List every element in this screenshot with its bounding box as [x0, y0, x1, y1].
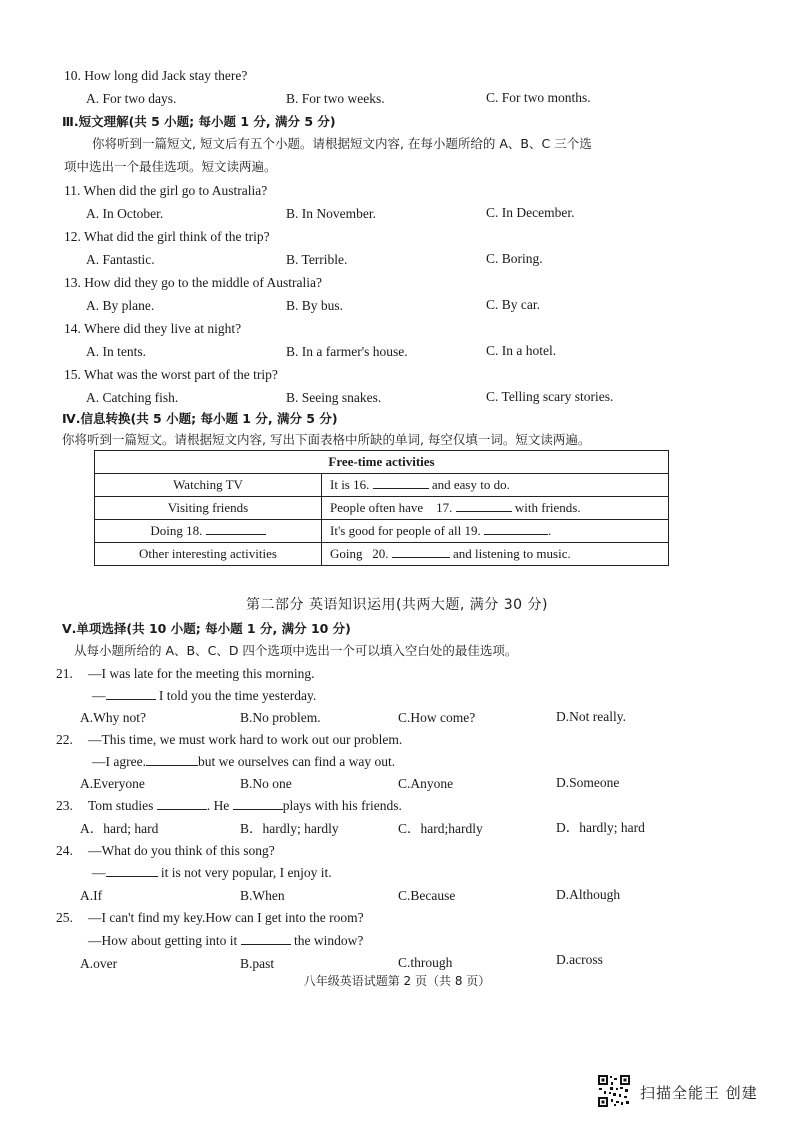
q15-option-c: C. Telling scary stories. [486, 389, 614, 404]
section-3-instruction-line2: 项中选出一个最佳选项。短文读两遍。 [64, 159, 277, 174]
row4-description [322, 543, 669, 566]
table-row [95, 474, 669, 497]
q10-option-a: A. For two days. [86, 91, 177, 106]
q24-line1: —What do you think of this song? [88, 843, 275, 858]
row2-text-b: with friends. [514, 500, 581, 515]
q21-number: 21. [56, 666, 73, 681]
q25-option-a: A.over [80, 956, 118, 971]
blank-17[interactable] [456, 511, 512, 512]
q23-option-d: D．hardly; hard [556, 820, 645, 835]
section-3-title: Ⅲ.短文理解(共 5 小题; 每小题 1 分, 满分 5 分) [62, 114, 336, 129]
q25-line2-post: the window? [294, 933, 364, 948]
q24-line2-pre: — [92, 865, 106, 880]
q14-option-a: A. In tents. [86, 344, 146, 359]
q11-option-c: C. In December. [486, 205, 575, 220]
row3-text-b: . [547, 523, 552, 538]
table-row [95, 497, 669, 520]
q13-stem: 13. How did they go to the middle of Australia? [64, 275, 322, 290]
q22-option-b: B.No one [240, 776, 292, 791]
qr-code-icon [597, 1074, 631, 1108]
section-5-instruction: 从每小题所给的 A、B、C、D 四个选项中选出一个可以填入空白处的最佳选项。 [74, 643, 518, 658]
section-3-instruction-line1: 你将听到一篇短文, 短文后有五个小题。请根据短文内容, 在每小题所给的 A、B、C 三个选 [92, 136, 592, 151]
q23-blank-1[interactable] [157, 809, 207, 810]
q15-option-a: A. Catching fish. [86, 390, 179, 405]
part-2-title: 第二部分 英语知识运用(共两大题, 满分 30 分) [246, 597, 548, 613]
q23-number: 23. [56, 798, 73, 813]
q24-option-b: B.When [240, 888, 285, 903]
row2-activity: Visiting friends [95, 497, 322, 520]
q25-number: 25. [56, 910, 73, 925]
q23-text-b: . He [206, 798, 230, 813]
q24-option-c: C.Because [398, 888, 456, 903]
table-row [95, 543, 669, 566]
q22-option-d: D.Someone [556, 775, 620, 790]
q13-option-a: A. By plane. [86, 298, 155, 313]
q22-option-a: A.Everyone [80, 776, 145, 791]
section-4-instruction: 你将听到一篇短文。请根据短文内容, 写出下面表格中所缺的单词, 每空仅填一词。短文读两遍。 [62, 432, 591, 447]
q25-line2 [88, 932, 363, 950]
q12-option-b: B. Terrible. [286, 252, 348, 267]
q24-line2-post: it is not very popular, I enjoy it. [160, 865, 332, 880]
q21-option-d: D.Not really. [556, 709, 626, 724]
q21-option-b: B.No problem. [240, 710, 321, 725]
row2-description [322, 497, 669, 520]
row4-activity: Other interesting activities [95, 543, 322, 566]
q21-line2-pre: — [92, 688, 106, 703]
row3-text-a: It's good for people of all 19. [330, 523, 481, 538]
q22-line2 [92, 753, 395, 771]
q22-line2-post: but we ourselves can find a way out. [197, 754, 396, 769]
q24-blank[interactable] [106, 876, 158, 877]
q25-option-d: D.across [556, 952, 603, 967]
q21-line1: —I was late for the meeting this morning. [88, 666, 315, 681]
q13-option-c: C. By car. [486, 297, 540, 312]
q11-option-a: A. In October. [86, 206, 164, 221]
table-row [95, 520, 669, 543]
q24-option-d: D.Although [556, 887, 621, 902]
q14-stem: 14. Where did they live at night? [64, 321, 242, 336]
q23-text-a: Tom studies [88, 798, 154, 813]
row2-number: 17. [436, 500, 453, 515]
table-header: Free-time activities [95, 451, 669, 474]
q10-stem: 10. How long did Jack stay there? [64, 68, 248, 83]
q24-option-a: A.If [80, 888, 103, 903]
page-footer: 八年级英语试题第 2 页（共 8 页） [303, 974, 491, 988]
row4-number: 20. [372, 546, 389, 561]
q22-line2-pre: —I agree. [92, 754, 146, 769]
row1-description [322, 474, 669, 497]
blank-19[interactable] [484, 534, 548, 535]
blank-16[interactable] [373, 488, 429, 489]
section-5-title: Ⅴ.单项选择(共 10 小题; 每小题 1 分, 满分 10 分) [62, 621, 351, 636]
q24-number: 24. [56, 843, 73, 858]
q23-text-c: plays with his friends. [282, 798, 402, 813]
section-4-title: Ⅳ.信息转换(共 5 小题; 每小题 1 分, 满分 5 分) [62, 411, 338, 426]
q22-line1: —This time, we must work hard to work out our problem. [88, 732, 403, 747]
q21-option-a: A.Why not? [80, 710, 146, 725]
row3-label: Doing 18. [150, 523, 203, 538]
q21-option-c: C.How come? [398, 710, 476, 725]
q21-line2-post: I told you the time yesterday. [158, 688, 317, 703]
row4-text-a: Going [330, 546, 363, 561]
q23-option-a: A．hard; hard [80, 821, 159, 836]
q10-option-b: B. For two weeks. [286, 91, 385, 106]
row2-text-a: People often have [330, 500, 424, 515]
q25-blank[interactable] [241, 944, 291, 945]
row3-description [322, 520, 669, 543]
q23-blank-2[interactable] [233, 809, 283, 810]
q22-blank[interactable] [146, 765, 198, 766]
q25-option-c: C.through [398, 955, 453, 970]
q11-option-b: B. In November. [286, 206, 376, 221]
q22-option-c: C.Anyone [398, 776, 454, 791]
scanner-brand-label: 扫描全能王 创建 [640, 1084, 758, 1102]
row3-activity [95, 520, 322, 543]
blank-18[interactable] [206, 534, 266, 535]
q23-option-c: C．hard;hardly [398, 821, 483, 836]
free-time-activities-table [94, 450, 669, 566]
q12-stem: 12. What did the girl think of the trip? [64, 229, 270, 244]
q23-line1 [88, 797, 402, 815]
row1-activity: Watching TV [95, 474, 322, 497]
q14-option-c: C. In a hotel. [486, 343, 557, 358]
q13-option-b: B. By bus. [286, 298, 344, 313]
q25-line1: —I can't find my key.How can I get into the room? [88, 910, 364, 925]
row1-text-a: It is 16. [330, 477, 370, 492]
q21-blank[interactable] [106, 699, 156, 700]
q24-line2 [92, 864, 332, 882]
q10-option-c: C. For two months. [486, 90, 591, 105]
q15-stem: 15. What was the worst part of the trip? [64, 367, 278, 382]
q11-stem: 11. When did the girl go to Australia? [64, 183, 268, 198]
q14-option-b: B. In a farmer's house. [286, 344, 408, 359]
q23-option-b: B．hardly; hardly [240, 821, 339, 836]
q12-option-c: C. Boring. [486, 251, 543, 266]
row1-text-b: and easy to do. [431, 477, 510, 492]
row4-text-b: and listening to music. [453, 546, 571, 561]
q12-option-a: A. Fantastic. [86, 252, 155, 267]
q22-number: 22. [56, 732, 73, 747]
blank-20[interactable] [392, 557, 450, 558]
q15-option-b: B. Seeing snakes. [286, 390, 382, 405]
q21-line2 [92, 687, 316, 705]
q25-option-b: B.past [240, 956, 275, 971]
q25-line2-pre: —How about getting into it [88, 933, 238, 948]
